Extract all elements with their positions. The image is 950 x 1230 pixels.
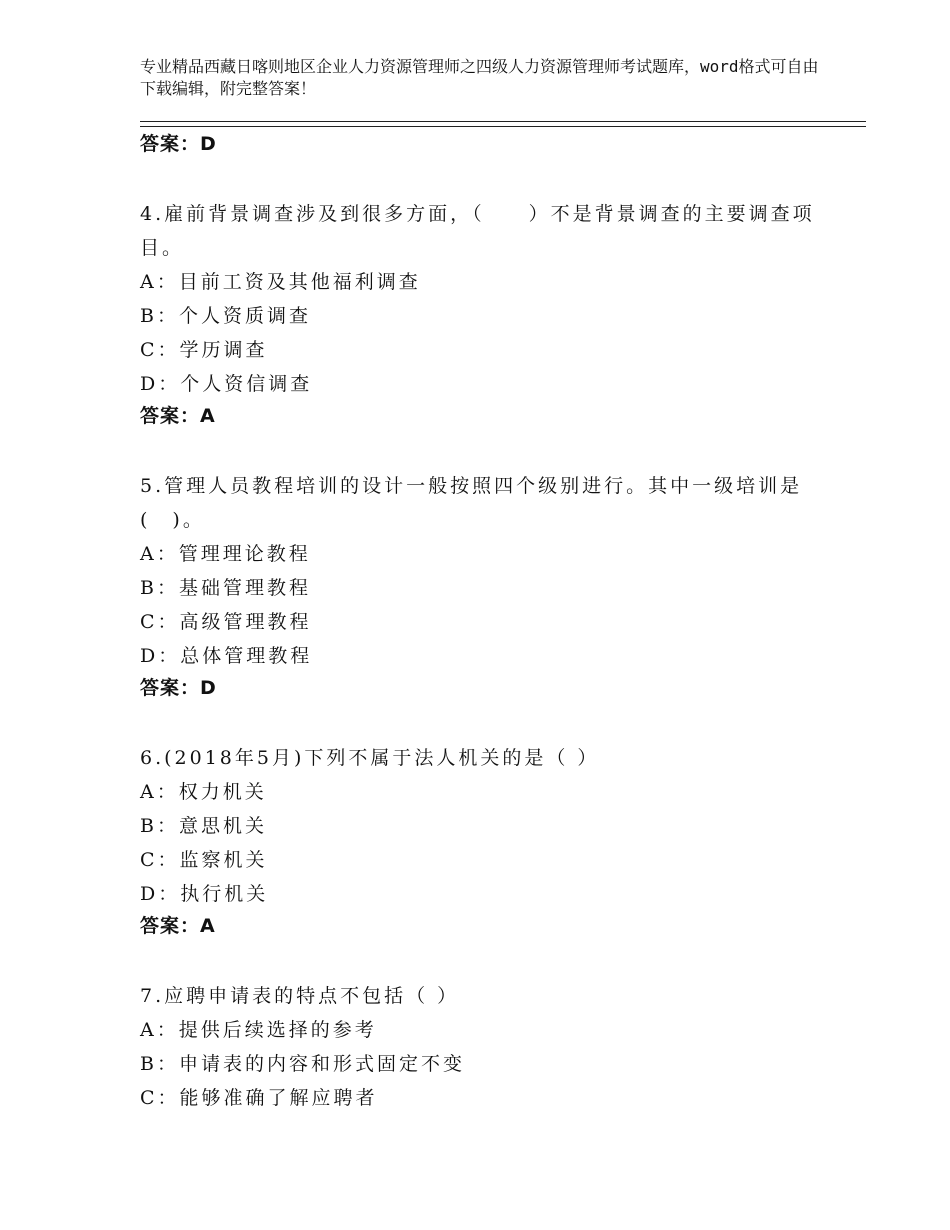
option-a: A：目前工资及其他福利调查 bbox=[140, 271, 421, 293]
question-stem: 5.管理人员教程培训的设计一般按照四个级别进行。其中一级培训是( )。 bbox=[140, 475, 803, 531]
option-d: D：总体管理教程 bbox=[140, 645, 313, 667]
option-c: C：高级管理教程 bbox=[140, 611, 312, 633]
question-5 bbox=[140, 469, 840, 707]
question-stem: 4.雇前背景调查涉及到很多方面，（ ）不是背景调查的主要调查项目。 bbox=[140, 203, 815, 259]
question-stem: 7.应聘申请表的特点不包括（ ） bbox=[140, 985, 460, 1007]
header-divider bbox=[140, 121, 866, 127]
answer: 答案：D bbox=[140, 677, 217, 699]
option-b: B：意思机关 bbox=[140, 815, 267, 837]
question-7 bbox=[140, 979, 840, 1115]
document-header: 专业精品西藏日喀则地区企业人力资源管理师之四级人力资源管理师考试题库，word格式可自由下载编辑，附完整答案！ bbox=[140, 57, 819, 98]
question-4 bbox=[140, 197, 840, 435]
option-d: D：执行机关 bbox=[140, 883, 269, 905]
option-d: D：个人资信调查 bbox=[140, 373, 313, 395]
previous-answer: 答案：D bbox=[140, 133, 217, 155]
question-6 bbox=[140, 741, 840, 945]
option-c: C：学历调查 bbox=[140, 339, 268, 361]
option-a: A：权力机关 bbox=[140, 781, 267, 803]
question-stem: 6.(2018年5月)下列不属于法人机关的是（ ） bbox=[140, 747, 600, 769]
answer: 答案：A bbox=[140, 405, 216, 427]
option-c: C：监察机关 bbox=[140, 849, 268, 871]
option-c: C：能够准确了解应聘者 bbox=[140, 1087, 378, 1109]
option-a: A：提供后续选择的参考 bbox=[140, 1019, 377, 1041]
option-a: A：管理理论教程 bbox=[140, 543, 311, 565]
answer: 答案：A bbox=[140, 915, 216, 937]
option-b: B：申请表的内容和形式固定不变 bbox=[140, 1053, 465, 1075]
document-body bbox=[140, 129, 840, 1115]
option-b: B：个人资质调查 bbox=[140, 305, 311, 327]
option-b: B：基础管理教程 bbox=[140, 577, 311, 599]
